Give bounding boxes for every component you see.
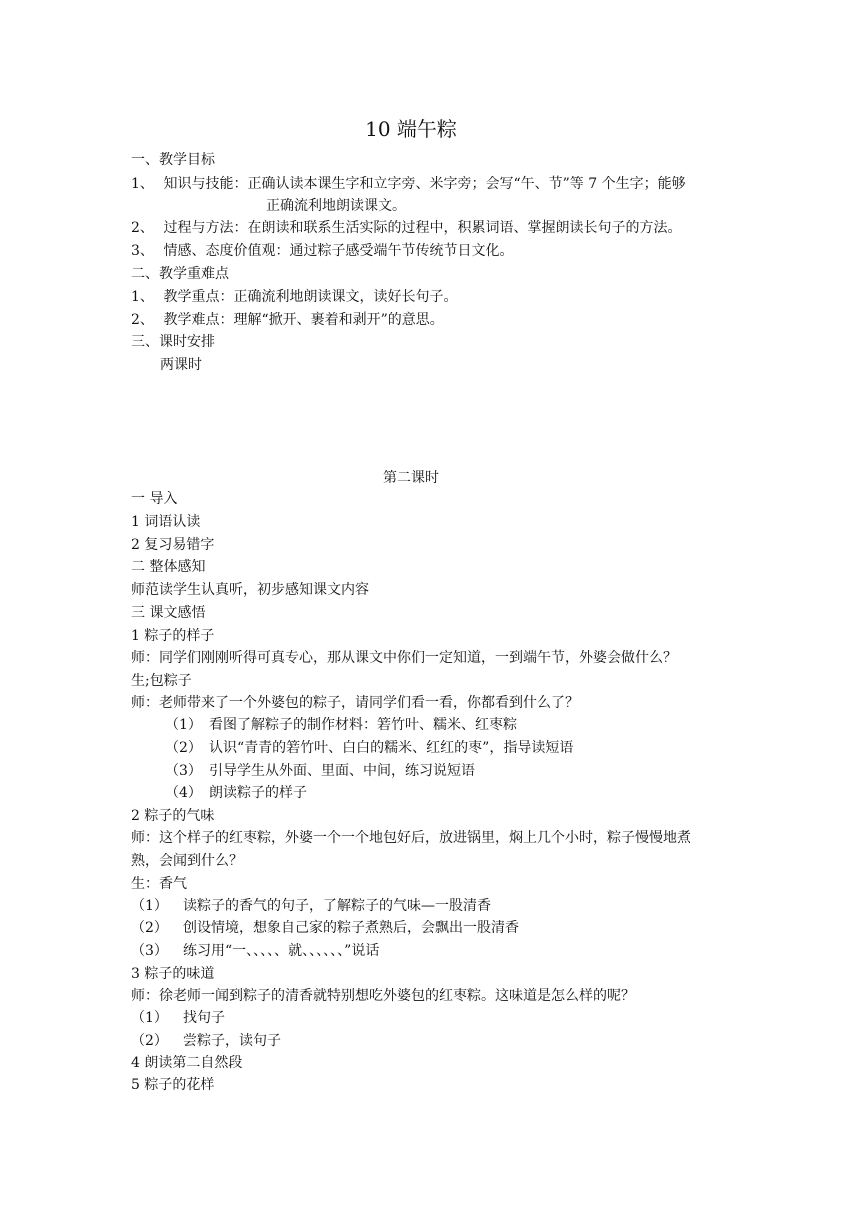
goal-item-3-number: 3、 [131, 243, 154, 259]
goal-item-1-number: 1、 [131, 176, 154, 192]
key-point-2 [131, 311, 444, 329]
smell-step-3-number: （3） [131, 943, 168, 959]
appearance-step-2-text: 认识“青青的箬竹叶、白白的糯米、红红的枣”，指导读短语 [209, 740, 574, 756]
taste-step-2-text: 尝粽子，读句子 [183, 1033, 281, 1049]
appearance-step-1-number: （1） [165, 717, 202, 733]
goal-item-1-text: 知识与技能：正确认读本课生字和立字旁、米字旁；会写“午、节”等 7 个生字；能够 [163, 176, 686, 192]
subheading-varieties: 5 粽子的花样 [131, 1077, 215, 1093]
section-heading-key-points: 二、教学重难点 [131, 266, 229, 282]
taste-step-2-number: （2） [131, 1033, 168, 1049]
section-heading-goals: 一、教学目标 [131, 152, 215, 168]
appearance-step-1-text: 看图了解粽子的制作材料：箬竹叶、糯米、红枣粽 [209, 717, 517, 733]
heading-text-understanding: 三 课文感悟 [131, 605, 206, 621]
subheading-appearance: 1 粽子的样子 [131, 628, 215, 644]
taste-step-2 [131, 1032, 281, 1050]
appearance-step-4-text: 朗读粽子的样子 [209, 785, 307, 801]
subheading-taste: 3 粽子的味道 [131, 966, 215, 982]
goal-item-2 [131, 219, 681, 237]
smell-step-1-text: 读粽子的香气的句子，了解粽子的气味—一股清香 [183, 898, 491, 914]
key-point-2-number: 2、 [131, 312, 154, 328]
appearance-step-2-number: （2） [165, 740, 202, 756]
appearance-step-1 [165, 716, 517, 734]
smell-step-2-text: 创设情境，想象自己家的粽子煮熟后，会飘出一股清香 [183, 920, 519, 936]
key-point-1 [131, 288, 457, 306]
schedule-hours: 两课时 [160, 357, 202, 373]
appearance-step-2 [165, 739, 573, 757]
smell-step-3-text: 练习用“一、、、、、就、、、、、、”说话 [183, 943, 380, 959]
lesson-subtitle: 第二课时 [383, 470, 439, 486]
appearance-step-3-text: 引导学生从外面、里面、中间，练习说短语 [209, 763, 475, 779]
subheading-smell: 2 粽子的气味 [131, 808, 215, 824]
section-heading-schedule: 三、课时安排 [131, 334, 215, 350]
goal-item-1 [131, 175, 686, 193]
appearance-step-3-number: （3） [165, 763, 202, 779]
taste-step-1-number: （1） [131, 1010, 168, 1026]
key-point-1-text: 教学重点：正确流利地朗读课文，读好长句子。 [163, 289, 458, 305]
teacher-line-3-continued: 熟，会闻到什么？ [131, 853, 243, 869]
smell-step-3 [131, 942, 379, 960]
subheading-read-paragraph: 4 朗读第二自然段 [131, 1055, 243, 1071]
appearance-step-3 [165, 762, 475, 780]
goal-item-3-text: 情感、态度价值观：通过粽子感受端午节传统节日文化。 [163, 243, 514, 259]
smell-step-1 [131, 897, 491, 915]
goal-item-2-number: 2、 [131, 220, 154, 236]
smell-step-2-number: （2） [131, 920, 168, 936]
goal-item-3 [131, 242, 513, 260]
text-model-reading: 师范读学生认真听，初步感知课文内容 [131, 582, 369, 598]
heading-overall-perception: 二 整体感知 [131, 559, 206, 575]
taste-step-1-text: 找句子 [183, 1010, 225, 1026]
key-point-1-number: 1、 [131, 289, 154, 305]
heading-intro: 一 导入 [131, 491, 178, 507]
teacher-line-1: 师：同学们刚刚听得可真专心，那从课文中你们一定知道，一到端午节，外婆会做什么？ [131, 650, 677, 666]
smell-step-2 [131, 919, 519, 937]
appearance-step-4 [165, 784, 307, 802]
taste-step-1 [131, 1009, 225, 1027]
teacher-line-3: 师：这个样子的红枣粽，外婆一个一个地包好后，放进锅里，焖上几个小时，粽子慢慢地煮 [131, 830, 691, 846]
student-line-2: 生：香气 [131, 876, 187, 892]
goal-item-2-text: 过程与方法：在朗读和联系生活实际的过程中，积累词语、掌握朗读长句子的方法。 [163, 220, 682, 236]
step-word-reading: 1 词语认读 [131, 514, 201, 530]
student-line-1: 生;包粽子 [131, 673, 192, 689]
document-title: 10 端午粽 [365, 117, 457, 141]
step-review-characters: 2 复习易错字 [131, 537, 215, 553]
key-point-2-text: 教学难点：理解“掀开、裹着和剥开”的意思。 [163, 312, 444, 328]
smell-step-1-number: （1） [131, 898, 168, 914]
teacher-line-4: 师：徐老师一闻到粽子的清香就特别想吃外婆包的红枣粽。这味道是怎么样的呢？ [131, 988, 635, 1004]
goal-item-1-continued: 正确流利地朗读课文。 [266, 198, 406, 214]
appearance-step-4-number: （4） [165, 785, 202, 801]
teacher-line-2: 师：老师带来了一个外婆包的粽子，请同学们看一看，你都看到什么了？ [131, 695, 579, 711]
